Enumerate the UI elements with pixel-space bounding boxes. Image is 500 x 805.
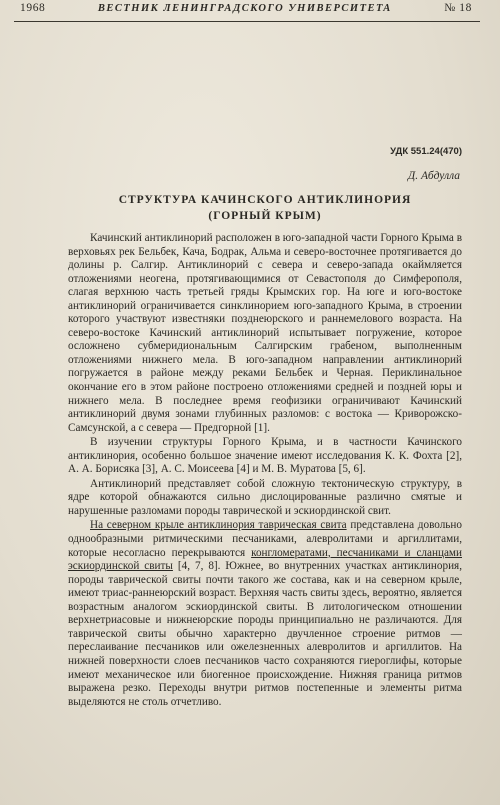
article-body — [68, 232, 462, 709]
header-year: 1968 — [20, 2, 46, 14]
underlined-phrase-1: На северном крыле антиклинория таврическая свита — [90, 519, 347, 532]
paragraph-1: Качинский антиклинорий расположен в юго-западной части Горного Крыма в верховьях рек Бельбек, Кача, Бодрак, Альма и северо-восточнее протягивается до долины р. Салгир. Антиклинорий с севера и северо-запада окаймляется отложениями неогена, протягивающимися от Севастополя до Симферополя, слагая верхнюю часть третьей гряды Крымских гор. На юге и юго-востоке антиклинорий ограничивается синклинорием юго-западного Крыма, в строении которого участвуют известняки позднеюрского и раннемелового возраста. На северо-востоке Качинский антиклинорий испытывает погружение, которое осложнено субмеридиональным Салгирским грабеном, выполненным отложениями нижнего мела. В юго-западном направлении антиклинорий погружается в районе между реками Бельбек и Черная. Периклинальное окончание его в этом районе построено отложениями средней и поздней юры и нижнего мела. В последнее время геофизики ограничивают Качинский антиклинорий двумя зонами глубинных разломов: с востока — Криворожско-Самсунской, а с севера — Предгорной [1]. — [68, 232, 462, 434]
header-issue-number: № 18 — [444, 2, 472, 14]
article-title-line-2: (ГОРНЫЙ КРЫМ) — [208, 210, 322, 222]
author-name: Д. Абдулла — [407, 170, 460, 182]
underlined-phrase-2: конгломератами, песчаниками и сланцами эскиординской свиты — [68, 546, 462, 573]
udk-code: УДК 551.24(470) — [390, 146, 462, 157]
paragraph-4 — [68, 519, 462, 709]
header-journal-title: ВЕСТНИК ЛЕНИНГРАДСКОГО УНИВЕРСИТЕТА — [97, 3, 392, 14]
header-rule — [14, 21, 480, 22]
paragraph-4-text-a: представлена довольно однообразными ритмическими песчаниками, алевролитами и аргиллитами, которые несогласно перекрываются — [68, 519, 462, 559]
article-title-line-1: СТРУКТУРА КАЧИНСКОГО АНТИКЛИНОРИЯ — [118, 194, 412, 206]
paragraph-4-text-b: [4, 7, 8]. Южнее, во внутренних участках антиклинория, породы таврической свиты почти такого же состава, как и на северном крыле, имеют триас-раннеюрский возраст. Верхняя часть свиты здесь, вероятно, является возрастным аналогом эскиординской свиты. В литологическом отношении верхнетриасовые и нижнеюрские породы принципиально не различаются. Для таврической свиты обычно характерно двучленное строение ритмов — переслаивание песчаников или ожелезненных алевролитов и аргиллитов. На нижней поверхности слоев песчаников часто сохраняются гиероглифы, которые имеют механическое или биогенное происхождение. Нижняя граница ритмов выражена резко. Переходы внутри ритмов постепенные и элементы ритма выделяются не столь отчетливо. — [68, 560, 462, 708]
running-header — [20, 2, 472, 18]
paragraph-2: В изучении структуры Горного Крыма, и в частности Качинского антиклинория, особенно большое значение имеют исследования К. К. Фохта [2], А. А. Борисяка [3], А. С. Моисеева [4] и М. В. Муратова [5, 6]. — [68, 436, 462, 476]
paragraph-3: Антиклинорий представляет собой сложную тектоническую структуру, в ядре которой обнажаются сильно дислоцированные различно смятые и нарушенные разломами породы таврической и эскиординской свит. — [68, 477, 462, 517]
article-title — [60, 192, 470, 224]
